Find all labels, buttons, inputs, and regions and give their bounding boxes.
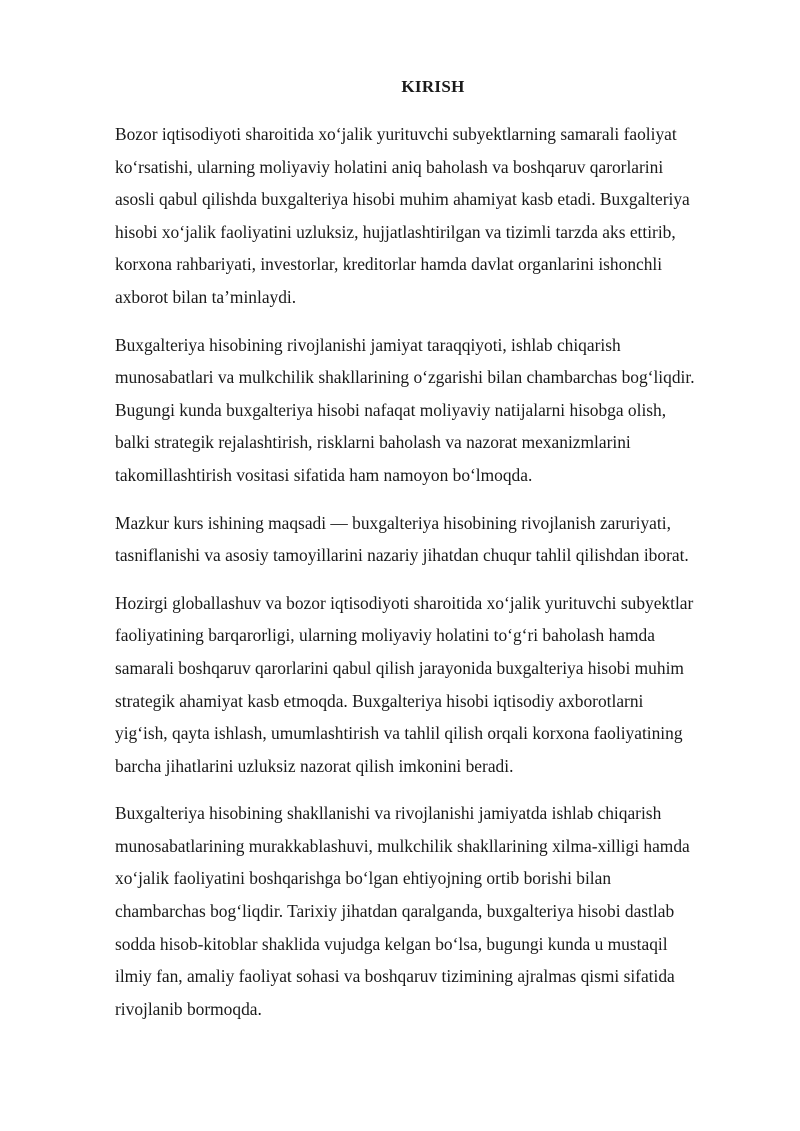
paragraph-line: munosabatlarining murakkablashuvi, mulkchilik shakllarining xilma-xilligi hamda (115, 835, 690, 856)
paragraph-line: chambarchas bog‘liqdir. Tarixiy jihatdan qaralganda, buxgalteriya hisobi dastlab (115, 901, 675, 922)
paragraph-line: samarali boshqaruv qarorlarini qabul qilish jarayonida buxgalteriya hisobi muhim (115, 657, 684, 678)
paragraph-line: sodda hisob-kitoblar shaklida vujudga kelgan bo‘lsa, bugungi kunda u mustaqil (115, 933, 668, 954)
paragraph-line: Buxgalteriya hisobining rivojlanishi jamiyat taraqqiyoti, ishlab chiqarish (115, 334, 621, 355)
paragraph-line: korxona rahbariyati, investorlar, kreditorlar hamda davlat organlarini ishonchli (115, 254, 663, 275)
paragraph-line: Buxgalteriya hisobining shakllanishi va rivojlanishi jamiyatda ishlab chiqarish (115, 803, 662, 824)
paragraph-3 (115, 507, 751, 572)
paragraph-line: yig‘ish, qayta ishlash, umumlashtirish va tahlil qilish orqali korxona faoliyatining (115, 723, 683, 744)
paragraph-line: faoliyatining barqarorligi, ularning moliyaviy holatini to‘g‘ri baholash hamda (115, 625, 655, 646)
paragraph-line: Bugungi kunda buxgalteriya hisobi nafaqat moliyaviy natijalarni hisobga olish, (115, 399, 667, 420)
paragraph-line: asosli qabul qilishda buxgalteriya hisobi muhim ahamiyat kasb etadi. Buxgalteriya (115, 189, 690, 210)
paragraph-line: munosabatlari va mulkchilik shakllarining o‘zgarishi bilan chambarchas bog‘liqdir. (115, 367, 695, 388)
document-body (115, 74, 751, 1040)
paragraph-2 (115, 329, 751, 492)
paragraph-line: ko‘rsatishi, ularning moliyaviy holatini aniq baholash va boshqaruv qarorlarini (115, 156, 664, 177)
paragraph-line: xo‘jalik faoliyatini boshqarishga bo‘lgan ehtiyojning ortib borishi bilan (115, 868, 612, 889)
paragraph-line: barcha jihatlarini uzluksiz nazorat qilish imkonini beradi. (115, 755, 514, 776)
paragraph-line: takomillashtirish vositasi sifatida ham namoyon bo‘lmoqda. (115, 464, 533, 485)
paragraph-line: Hozirgi globallashuv va bozor iqtisodiyoti sharoitida xo‘jalik yurituvchi subyektlar (115, 592, 694, 613)
paragraph-line: balki strategik rejalashtirish, risklarni baholash va nazorat mexanizmlarini (115, 432, 631, 453)
paragraph-line: ilmiy fan, amaliy faoliyat sohasi va boshqaruv tizimining ajralmas qismi sifatida (115, 966, 675, 987)
paragraph-1 (115, 118, 751, 314)
paragraph-line: hisobi xo‘jalik faoliyatini uzluksiz, hujjatlashtirilgan va tizimli tarzda aks ettirib, (115, 221, 676, 242)
page-title: KIRISH (401, 77, 465, 96)
paragraph-4 (115, 587, 751, 783)
paragraph-line: axborot bilan ta’minlaydi. (115, 286, 297, 307)
paragraph-line: Bozor iqtisodiyoti sharoitida xo‘jalik yurituvchi subyektlarning samarali faoliyat (115, 124, 677, 144)
paragraph-line: Mazkur kurs ishining maqsadi — buxgalteriya hisobining rivojlanish zaruriyati, (115, 512, 671, 533)
paragraph-line: tasniflanishi va asosiy tamoyillarini nazariy jihatdan chuqur tahlil qilishdan iborat. (115, 545, 689, 566)
paragraph-line: strategik ahamiyat kasb etmoqda. Buxgalteriya hisobi iqtisodiy axborotlarni (115, 690, 644, 711)
paragraph-line: rivojlanib bormoqda. (115, 998, 262, 1019)
paragraph-5 (115, 797, 751, 1025)
